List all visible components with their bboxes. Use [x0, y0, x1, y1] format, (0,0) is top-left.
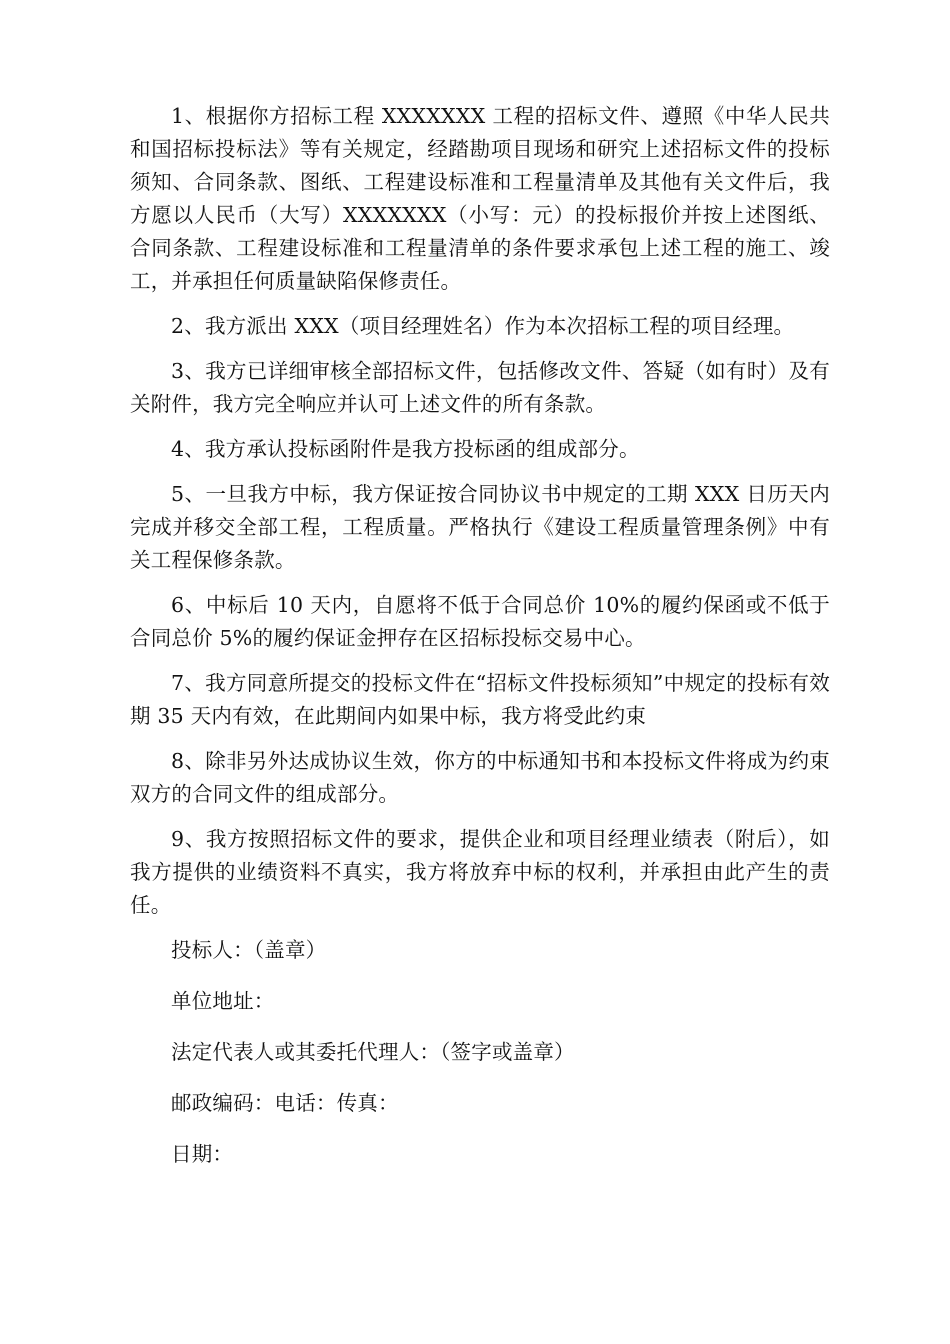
clause-4: 4、我方承认投标函附件是我方投标函的组成部分。 — [171, 437, 640, 461]
contact-line: 邮政编码：电话：传真： — [171, 1091, 399, 1115]
clause-2: 2、我方派出 XXX（项目经理姓名）作为本次招标工程的项目经理。 — [171, 314, 795, 338]
clause-9: 9、我方按照招标文件的要求，提供企业和项目经理业绩表（附后），如我方提供的业绩资料不真实，我方将放弃中标的权利，并承担由此产生的责任。 — [130, 827, 830, 917]
clause-6: 6、中标后 10 天内，自愿将不低于合同总价 10%的履约保函或不低于合同总价 5%的履约保证金押存在区招标投标交易中心。 — [130, 593, 830, 650]
clause-5: 5、一旦我方中标，我方保证按合同协议书中规定的工期 XXX 日历天内完成并移交全部工程，工程质量。严格执行《建设工程质量管理条例》中有关工程保修条款。 — [130, 482, 830, 572]
document-body — [130, 100, 830, 1189]
representative-line: 法定代表人或其委托代理人：（签字或盖章） — [171, 1040, 575, 1064]
address-line: 单位地址： — [171, 989, 275, 1013]
bidder-line: 投标人：（盖章） — [171, 938, 327, 962]
clause-1: 1、根据你方招标工程 XXXXXXX 工程的招标文件、遵照《中华人民共和国招标投标法》等有关规定，经踏勘项目现场和研究上述招标文件的投标须知、合同条款、图纸、工程建设标准和工程量清单及其他有关文件后，我方愿以人民币（大写）XXXXXXX（小写：元）的投标报价并按上述图纸、合同条款、工程建设标准和工程量清单的条件要求承包上述工程的施工、竣工，并承担任何质量缺陷保修责任。 — [130, 104, 830, 293]
clause-7: 7、我方同意所提交的投标文件在“招标文件投标须知”中规定的投标有效期 35 天内有效，在此期间内如果中标，我方将受此约束 — [130, 671, 830, 728]
clause-3: 3、我方已详细审核全部招标文件，包括修改文件、答疑（如有时）及有关附件，我方完全响应并认可上述文件的所有条款。 — [130, 359, 830, 416]
date-line: 日期： — [171, 1142, 234, 1166]
clause-8: 8、除非另外达成协议生效，你方的中标通知书和本投标文件将成为约束双方的合同文件的组成部分。 — [130, 749, 830, 806]
signature-block — [130, 934, 830, 1189]
